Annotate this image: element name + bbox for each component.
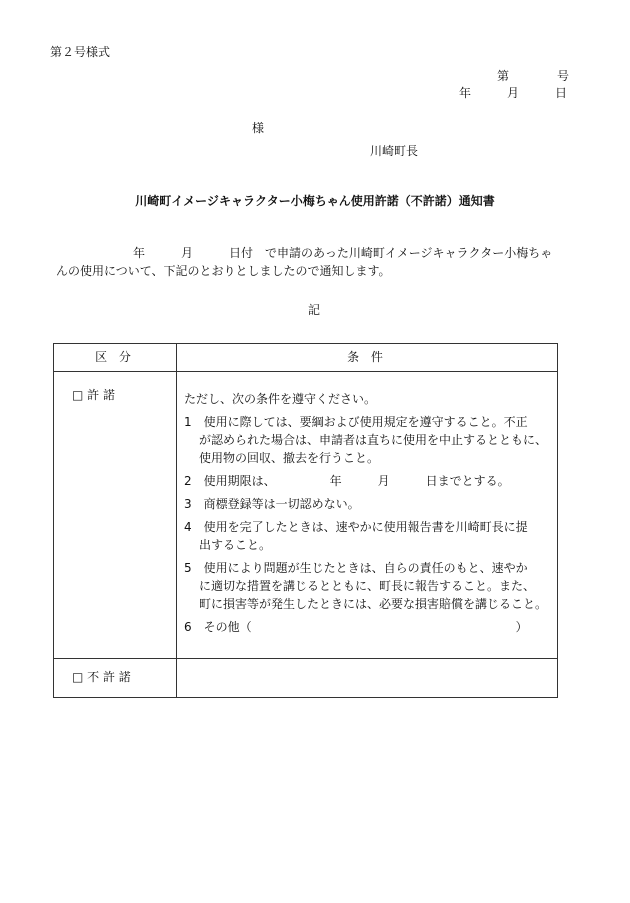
condition-line: 1 使用に際しては、要綱および使用規定を遵守すること。不正	[183, 415, 528, 429]
condition-line: 5 使用により問題が生じたときは、自らの責任のもと、速やか	[183, 561, 528, 575]
table-header-row	[54, 344, 558, 372]
deny-conditions-cell	[176, 659, 557, 698]
recipient: 様	[252, 121, 265, 135]
body-text-line-2: んの使用について、下記のとおりとしましたので通知します。	[56, 264, 391, 278]
condition-item	[184, 495, 547, 513]
deny-checkbox-label[interactable]: □ 不 許 諾	[72, 670, 131, 684]
conditions-table	[53, 343, 558, 698]
condition-line: 3 商標登録等は一切認めない。	[183, 497, 360, 511]
conditions-list	[177, 372, 557, 636]
document-number: 第 号	[497, 69, 570, 83]
condition-line: 2 使用期限は、 年 月 日までとする。	[183, 474, 510, 488]
permit-checkbox-label[interactable]: □ 許 諾	[72, 388, 115, 402]
deny-row	[54, 659, 558, 698]
condition-item	[184, 472, 547, 490]
permit-cell	[54, 372, 177, 659]
issuer: 川崎町長	[370, 144, 419, 158]
document-title: 川崎町イメージキャラクター小梅ちゃん使用許諾（不許諾）通知書	[135, 194, 495, 208]
header-conditions: 条 件	[176, 344, 557, 372]
condition-item	[184, 618, 547, 636]
condition-item	[184, 518, 547, 554]
condition-line: 使用物の回収、撤去を行うこと。	[198, 451, 379, 465]
condition-item	[184, 559, 547, 613]
header-category: 区 分	[54, 344, 177, 372]
conditions-cell	[176, 372, 557, 659]
form-number: 第２号様式	[50, 45, 111, 59]
condition-line: に適切な措置を講じるとともに、町長に報告すること。また、	[198, 579, 535, 593]
condition-line: が認められた場合は、申請者は直ちに使用を中止するとともに、	[198, 433, 547, 447]
conditions-intro: ただし、次の条件を遵守ください。	[183, 392, 376, 406]
condition-line: 町に損害等が発生したときには、必要な損害賠償を講じること。	[198, 597, 547, 611]
deny-cell	[54, 659, 177, 698]
permit-row	[54, 372, 558, 659]
body-text-line-1: 年 月 日付 で申請のあった川崎町イメージキャラクター小梅ちゃ	[133, 246, 553, 260]
condition-item	[184, 413, 547, 467]
condition-line: 4 使用を完了したときは、速やかに使用報告書を川崎町長に提	[183, 520, 528, 534]
condition-line: 出すること。	[198, 538, 271, 552]
document-date: 年 月 日	[459, 86, 568, 100]
condition-line: 6 その他（ ）	[183, 620, 528, 634]
ki-heading: 記	[308, 303, 321, 317]
